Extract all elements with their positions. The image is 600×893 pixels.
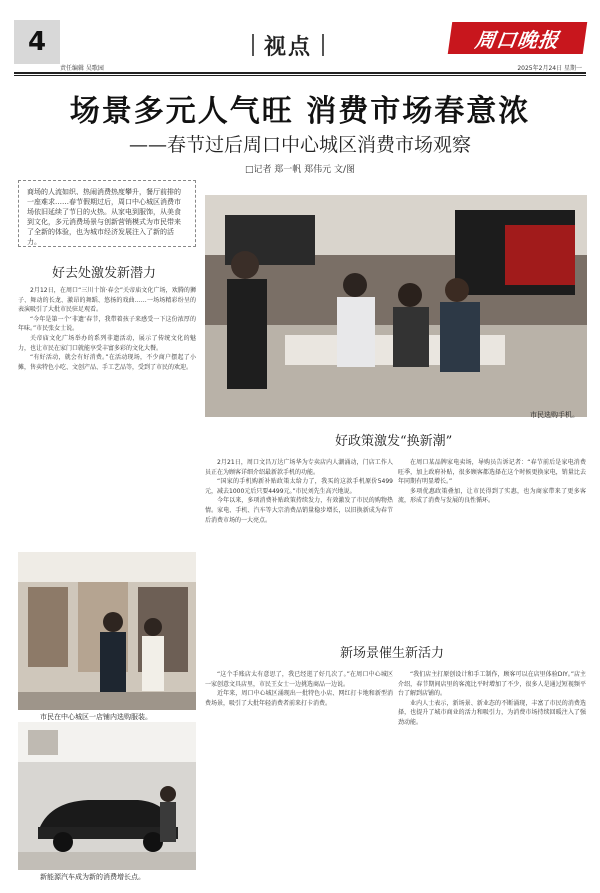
header-rule: [14, 72, 586, 74]
paragraph: “我们店主打原创设计和手工制作，顾客可以在店里体验DIY。”店主介绍，春节期间店里的客流比平时增加了不少，很多人是通过短视频平台了解到店铺的。: [398, 671, 586, 698]
photo-caption: 市民选购手机。: [530, 411, 579, 419]
section-divider-left: [252, 34, 254, 56]
paragraph: 近年来，周口中心城区涌现出一批特色小店、网红打卡地和新型消费场景，吸引了大批年轻消费者前来打卡消费。: [205, 690, 393, 707]
section-heading: 好去处激发新潜力: [52, 266, 157, 281]
newspaper-logo: 周口晚报: [448, 22, 587, 54]
paragraph: “有好活动，就会有好消费。”在活动现场，不少商户摆起了小摊，售卖特色小吃、文创产品、手工艺品等，受到了市民的欢迎。: [18, 354, 196, 371]
article-column-middle-lower: [205, 670, 393, 880]
photo-caption: 市民在中心城区一店铺内选购服装。: [40, 713, 152, 721]
paragraph: 2月21日，周口文昌万达广场华为专卖店内人潮涌动，门店工作人员正在为顾客详细介绍最新款手机的功能。: [205, 459, 393, 476]
byline: □记者 郑一帆 郑伟元 文/图: [244, 165, 356, 175]
headline: 场景多元人气旺 消费市场春意浓: [69, 94, 531, 129]
header-rule-thin: [14, 75, 586, 76]
photo-clothing-store: [18, 552, 196, 710]
section-heading: 新场景催生新活力: [340, 646, 445, 661]
paragraph: 业内人士表示，新场景、新业态的不断涌现，丰富了市民的消费选择，也提升了城市商业的活力和吸引力，为消费市场持续回暖注入了强劲动能。: [398, 699, 586, 726]
photo-caption: 新能源汽车成为新的消费增长点。: [40, 873, 145, 881]
article-column-right: [398, 458, 586, 630]
paragraph: 关帝庙文化广场举办的系列非遗活动，展示了传统文化的魅力，也让市民在家门口就能享受丰富多彩的文化大餐。: [18, 334, 196, 352]
paragraph: 在周口某品牌家电卖场，导购员告诉记者：“春节前后是家电消费旺季，加上政府补贴，很多顾客都选择在这个时候更换家电，销量比去年同期有明显增长。”: [398, 459, 586, 486]
article-column-left: [18, 286, 196, 546]
photo-ev-showroom: [18, 722, 196, 870]
section-divider-right: [322, 34, 324, 56]
paragraph: “国家的手机购新补贴政策太给力了，我买的这款手机原价5499元，减去1000元后只要4499元。”市民刘先生高兴地说。: [205, 478, 393, 495]
paragraph: 今年以来，多项消费补贴政策持续发力，有效激发了市民的购物热情。家电、手机、汽车等大宗消费品销量稳步增长，以旧换新成为春节后消费市场的一大亮点。: [205, 497, 393, 524]
lead-paragraph: 商场的人流如织、热闹消费热度攀升，餐厅前排的一座难求……春节假期过后，周口中心城区消费市场依旧延续了节日的火热。从家电到服饰，从美食到文化，多元消费场景与创新营销模式为市民带来了全新的体验，也为城市经济发展注入了新的活力。: [18, 180, 196, 247]
issue-date: 2025年2月24日 星期一: [517, 65, 582, 72]
article-column-middle: [205, 458, 393, 630]
subheadline: ——春节过后周口中心城区消费市场观察: [128, 134, 471, 156]
section-title: 视点: [264, 34, 313, 60]
photo-phone-store: [205, 195, 587, 417]
paragraph: 2月12日，在周口“三川十馆·春会”关帝庙文化广场，欢腾的狮子、舞动的长龙、激昂的舞蹈、悠扬的戏曲……一场场精彩纷呈的表演吸引了大批市民驻足观看。: [18, 287, 196, 314]
paragraph: “今年是第一个‘非遗’春节，我带着孩子来感受一下这份浓厚的年味。”市民张女士说。: [18, 315, 196, 333]
page-number: 4: [14, 20, 60, 64]
section-heading: 好政策激发“换新潮”: [335, 434, 453, 449]
paragraph: 多项优惠政策叠加，让市民得到了实惠，也为商家带来了更多客流，形成了消费与发展的良性循环。: [398, 487, 586, 505]
editor-credit: 责任编辑 吴歌园: [60, 65, 104, 72]
article-column-right-lower: [398, 670, 586, 880]
paragraph: “这个手账店太有意思了，我已经逛了好几次了。”在周口中心城区一家创意文具店里，市民王女士一边挑选商品一边说。: [205, 671, 393, 688]
